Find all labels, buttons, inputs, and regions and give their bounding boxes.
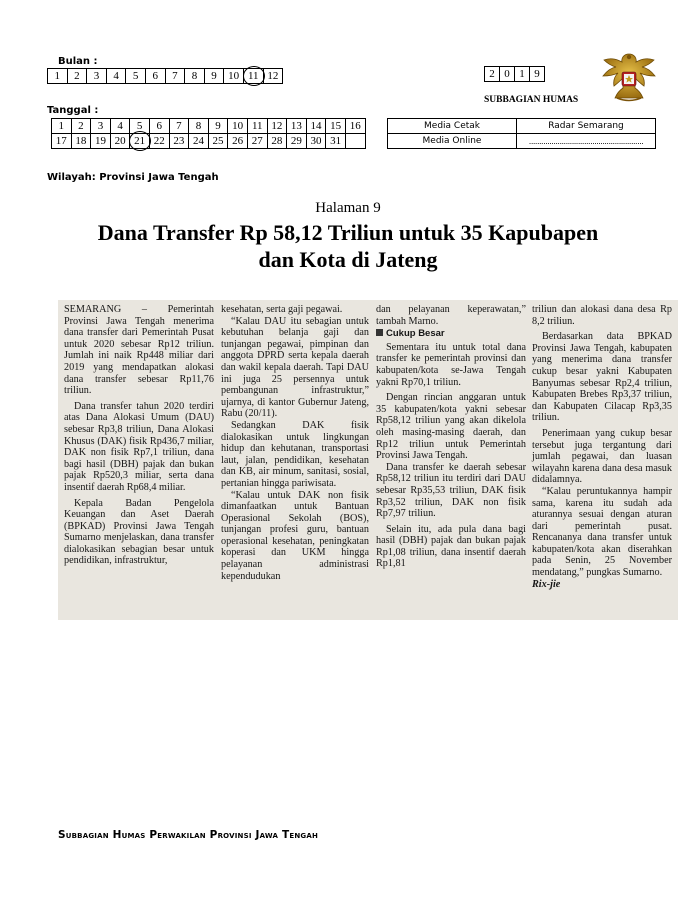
year-digit: 9	[530, 67, 545, 82]
byline: Rix-jie	[532, 578, 561, 590]
bulan-label: Bulan :	[58, 56, 98, 67]
day-cell: 3	[91, 119, 111, 134]
month-cell: 8	[185, 69, 205, 84]
media-cetak-value: Radar Semarang	[517, 119, 656, 134]
day-cell: 19	[91, 134, 111, 149]
square-bullet-icon	[376, 329, 383, 336]
col2-paragraph: Sedangkan DAK fisik dialokasikan untuk lingkungan hidup dan kehutanan, transportasi laut, jalan, pendidikan, kesehatan dan KB, air minum, sanitasi, sosial, pertanian hingga pariwisata.	[221, 419, 369, 489]
col1-paragraph: Dana transfer tahun 2020 terdiri atas Dana Alokasi Umum (DAU) sebesar Rp3,8 triliun, Dana Alokasi Khusus (DAK) fisik Rp436,7 miliar, DAK non fisik Rp7,1 triliun, dana bagi hasil (DBH) pajak dan bukan pajak Rp520,3 miliar, serta dana insentif daerah Rp68,4 miliar.	[64, 400, 214, 493]
day-cell: 14	[306, 119, 326, 134]
day-cell: 16	[345, 119, 365, 134]
day-cell: 29	[287, 134, 307, 149]
page-number: Halaman 9	[315, 200, 381, 216]
media-table	[387, 118, 656, 149]
day-grid	[51, 118, 366, 149]
day-cell	[345, 134, 365, 149]
day-cell: 25	[208, 134, 228, 149]
month-cell: 7	[165, 69, 185, 84]
month-cell: 10	[224, 69, 244, 84]
day-cell: 6	[149, 119, 169, 134]
day-cell: 24	[189, 134, 209, 149]
col1-paragraph: Kepala Badan Pengelola Keuangan dan Aset Daerah (BPKAD) Provinsi Jawa Tengah Sumarno menjelaskan, dana transfer dialokasikan sebagian besar untuk pendidikan, infrastruktur,	[64, 497, 214, 567]
month-cell: 3	[87, 69, 107, 84]
year-digit: 0	[500, 67, 515, 82]
year-digit: 1	[515, 67, 530, 82]
day-cell: 23	[169, 134, 189, 149]
day-cell: 4	[110, 119, 130, 134]
article-clipping	[58, 300, 678, 620]
article-column-1	[64, 304, 214, 567]
month-cell: 12	[263, 69, 283, 84]
col1-paragraph: SEMARANG – Pemerintah Provinsi Jawa Tengah menerima dana transfer dari Pemerintah Pusat untuk 2020 sebesar Rp12 triliun. Jumlah ini naik Rp448 miliar dari 2019 yang mendapatkan alokasi dana transfer sebesar Rp11,76 triliun.	[64, 304, 214, 397]
day-cell: 28	[267, 134, 287, 149]
day-cell: 22	[149, 134, 169, 149]
day-cell: 7	[169, 119, 189, 134]
wilayah-label: Wilayah: Provinsi Jawa Tengah	[47, 172, 219, 183]
tanggal-label: Tanggal :	[47, 105, 99, 116]
col3-intro: dan pelayanan keperawatan,” tambah Marno.	[376, 304, 526, 327]
col2-paragraph: “Kalau untuk DAK non fisik dimanfaatkan untuk Bantuan Operasional Sekolah (BOS), tunjangan profesi guru, bantuan operasional kesehatan, peningkatan koperasi dan UKM hingga pelayanan administrasi kependudukan	[221, 489, 369, 582]
month-cell: 4	[106, 69, 126, 84]
garuda-emblem-icon	[600, 48, 658, 106]
col4-paragraph: Penerimaan yang cukup besar tersebut juga tergantung dari jumlah pegawai, dan luasan wilayahn karena dana desa masuk didalamnya.	[532, 427, 672, 486]
headline-line-1: Dana Transfer Rp 58,12 Triliun untuk 35 Kapubapen	[97, 220, 599, 245]
day-cell: 18	[71, 134, 91, 149]
day-cell: 11	[247, 119, 267, 134]
day-cell: 27	[247, 134, 267, 149]
month-cell: 9	[204, 69, 224, 84]
month-grid	[47, 68, 283, 84]
day-cell: 17	[52, 134, 72, 149]
year-digit: 2	[485, 67, 500, 82]
day-cell: 9	[208, 119, 228, 134]
day-cell: 1	[52, 119, 72, 134]
col4-paragraph: “Kalau peruntukannya hampir sama, karena itu sudah ada aturannya sesuai dengan aturan dari pemerintah pusat. Rencananya dana transfer untuk kabupaten/kota akan diserahkan pada Senin, 25 November mendatang,” pungkas Sumarno.	[532, 485, 672, 579]
col3-paragraph: Dengan rincian anggaran untuk 35 kabupaten/kota yakni sebesar Rp58,12 triliun yang akan dikelola oleh masing-masing daerah, dan Rp12 triliun untuk Pemerintah Provinsi Jawa Tengah.	[376, 392, 526, 462]
unit-name: SUBBAGIAN HUMAS	[484, 95, 579, 105]
month-cell: 11	[243, 69, 263, 84]
month-cell: 5	[126, 69, 146, 84]
article-column-3	[376, 304, 526, 570]
day-cell: 31	[326, 134, 346, 149]
day-cell: 13	[287, 119, 307, 134]
col3-paragraph: Dana transfer ke daerah sebesar Rp58,12 triliun itu terdiri dari DAU sebesar Rp35,53 triliun, DAK fisik Rp3,52 triliun, DAK non fisik Rp7,97 triliun.	[376, 461, 526, 520]
day-cell: 21	[130, 134, 150, 149]
day-cell: 5	[130, 119, 150, 134]
col2-paragraph: kesehatan, serta gaji pegawai.	[221, 304, 343, 315]
media-online-label: Media Online	[388, 134, 517, 149]
article-column-4	[532, 304, 672, 590]
footer-unit-name: Subbagian Humas Perwakilan Provinsi Jawa Tengah	[58, 829, 319, 841]
day-cell: 12	[267, 119, 287, 134]
subheading: Cukup Besar	[376, 328, 526, 340]
month-cell: 6	[145, 69, 165, 84]
day-cell: 20	[110, 134, 130, 149]
headline-line-2: dan Kota di Jateng	[258, 247, 438, 272]
col3-paragraph: Sementara itu untuk total dana transfer ke pemerintah provinsi dan kabupaten/kota se-Jawa Tengah yakni Rp70,1 triliun.	[376, 341, 526, 388]
month-cell: 2	[67, 69, 87, 84]
col3-paragraph: Selain itu, ada pula dana bagi hasil (DBH) pajak dan bukan pajak Rp1,08 triliun, dana insentif daerah Rp1,81	[376, 523, 526, 570]
month-cell: 1	[48, 69, 68, 84]
day-cell: 2	[71, 119, 91, 134]
day-cell: 26	[228, 134, 248, 149]
day-cell: 8	[189, 119, 209, 134]
article-column-2	[221, 304, 369, 582]
day-cell: 30	[306, 134, 326, 149]
year-box	[484, 66, 545, 82]
media-online-value: ........................................................	[517, 134, 656, 149]
col4-paragraph: Berdasarkan data BPKAD Provinsi Jawa Tengah, kabupaten yang menerima dana transfer cukup besar yakni Kabupaten Banyumas sebesar Rp2,4 triliun, Kabupaten Brebes Rp3,37 triliun, dan Kabupaten Cilacap Rp3,35 triliun.	[532, 331, 672, 424]
col4-paragraph: triliun dan alokasi dana desa Rp 8,2 triliun.	[532, 304, 672, 327]
col2-paragraph: “Kalau DAU itu sebagian untuk kebutuhan belanja gaji dan tunjangan pegawai, pimpinan dan anggota DPRD serta kepala daerah dan wakil kepala daerah. Tapi DAU ini juga 25 persennya untuk pembangunan infrastruktur,” ujarnya, di kantor Gubernur Jateng, Rabu (20/11).	[221, 315, 369, 420]
day-cell: 10	[228, 119, 248, 134]
media-cetak-label: Media Cetak	[388, 119, 517, 134]
day-cell: 15	[326, 119, 346, 134]
